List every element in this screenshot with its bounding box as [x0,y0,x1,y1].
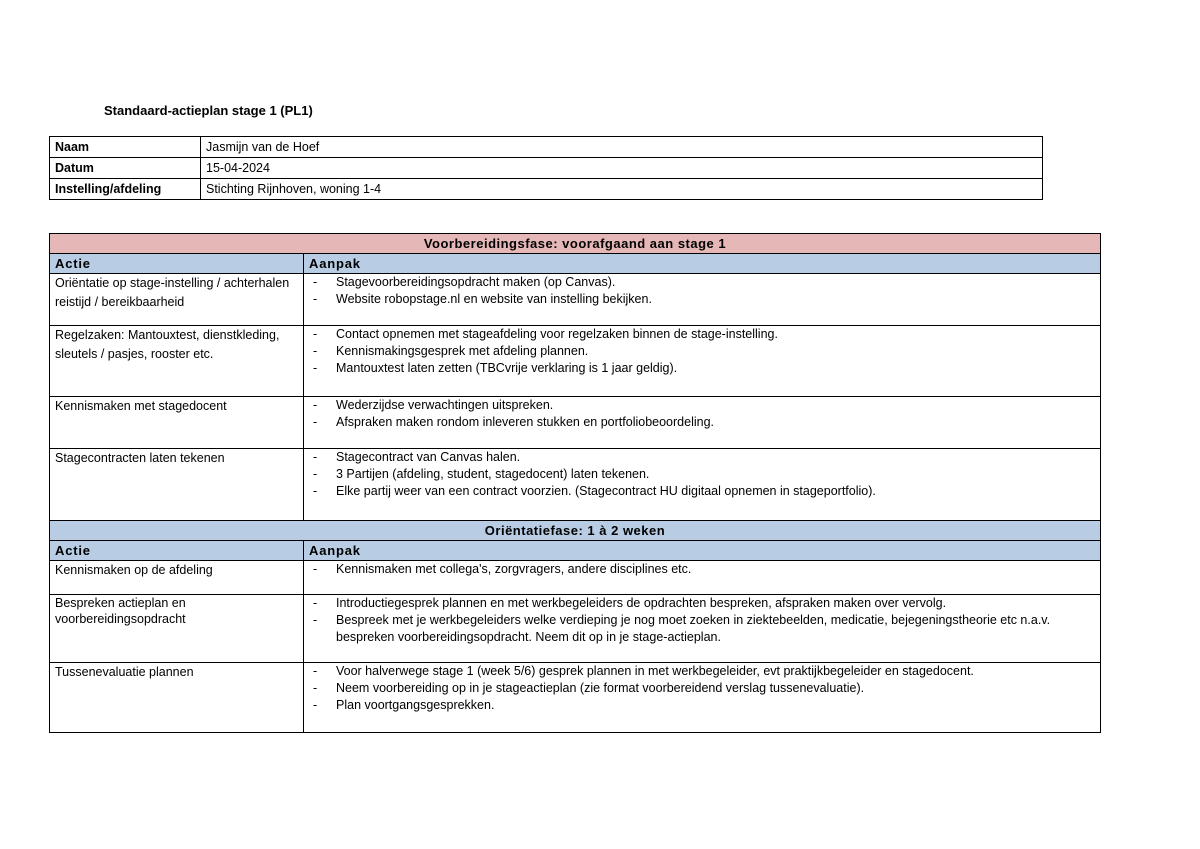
action-cell: Oriëntatie op stage-instelling / achterhalen reistijd / bereikbaarheid [50,274,304,326]
action-cell: Kennismaken op de afdeling [50,561,304,595]
approach-list [309,663,1095,714]
action-cell: Kennismaken met stagedocent [50,397,304,449]
phase-title: Voorbereidingsfase: voorafgaand aan stage 1 [50,234,1101,254]
approach-cell [304,449,1101,521]
column-header-row [50,541,1101,561]
info-label: Datum [50,158,201,179]
action-cell: Stagecontracten laten tekenen [50,449,304,521]
list-item: - Contact opnemen met stageafdeling voor regelzaken binnen de stage-instelling. [309,326,1095,343]
list-item: - Plan voortgangsgesprekken. [309,697,1095,714]
list-item: - Kennismaken met collega's, zorgvragers, andere disciplines etc. [309,561,1095,578]
approach-list [309,449,1095,500]
list-item: - Elke partij weer van een contract voorzien. (Stagecontract HU digitaal opnemen in stageportfolio). [309,483,1095,500]
action-cell: Tussenevaluatie plannen [50,663,304,733]
approach-list [309,595,1095,646]
list-item: - Introductiegesprek plannen en met werkbegeleiders de opdrachten bespreken, afspraken maken over vervolg. [309,595,1095,612]
approach-cell [304,663,1101,733]
table-row [50,397,1101,449]
phase-header [50,234,1101,254]
column-header-row [50,254,1101,274]
info-table [49,136,1043,200]
table-row [50,274,1101,326]
list-item: - Mantouxtest laten zetten (TBCvrije verklaring is 1 jaar geldig). [309,360,1095,377]
info-value: 15-04-2024 [201,158,1043,179]
list-item: - Afspraken maken rondom inleveren stukken en portfoliobeoordeling. [309,414,1095,431]
approach-cell [304,397,1101,449]
list-item: - Website robopstage.nl en website van instelling bekijken. [309,291,1095,308]
info-row-institution [50,179,1043,200]
list-item: - Kennismakingsgesprek met afdeling plannen. [309,343,1095,360]
table-row [50,326,1101,397]
info-row-date [50,158,1043,179]
table-row [50,449,1101,521]
info-value: Jasmijn van de Hoef [201,137,1043,158]
action-cell: Bespreken actieplan en voorbereidingsopdracht [50,595,304,663]
approach-list [309,397,1095,431]
info-label: Instelling/afdeling [50,179,201,200]
approach-cell [304,561,1101,595]
list-item: - Bespreek met je werkbegeleiders welke verdieping je nog moet zoeken in ziektebeelden, medicatie, bejegeningstheorie etc n.a.v. bespreken voorbereidingsopdracht. Neem dit op in je stage-actieplan. [309,612,1095,646]
list-item: - Stagecontract van Canvas halen. [309,449,1095,466]
list-item: - 3 Partijen (afdeling, student, stagedocent) laten tekenen. [309,466,1095,483]
table-row [50,595,1101,663]
column-header-action: Actie [50,254,304,274]
column-header-action: Actie [50,541,304,561]
table-row [50,561,1101,595]
phase-header [50,521,1101,541]
approach-list [309,274,1095,308]
list-item: - Wederzijdse verwachtingen uitspreken. [309,397,1095,414]
approach-list [309,326,1095,377]
column-header-approach: Aanpak [304,254,1101,274]
list-item: - Voor halverwege stage 1 (week 5/6) gesprek plannen in met werkbegeleider, evt praktijkbegeleider en stagedocent. [309,663,1095,680]
approach-cell [304,595,1101,663]
table-row [50,663,1101,733]
info-label: Naam [50,137,201,158]
column-header-approach: Aanpak [304,541,1101,561]
phase-title: Oriëntatiefase: 1 à 2 weken [50,521,1101,541]
page-title: Standaard-actieplan stage 1 (PL1) [104,103,313,118]
list-item: - Stagevoorbereidingsopdracht maken (op Canvas). [309,274,1095,291]
approach-list [309,561,1095,578]
info-row-name [50,137,1043,158]
list-item: - Neem voorbereiding op in je stageactieplan (zie format voorbereidend verslag tussenevaluatie). [309,680,1095,697]
action-plan-table [49,233,1101,733]
info-value: Stichting Rijnhoven, woning 1-4 [201,179,1043,200]
approach-cell [304,274,1101,326]
action-cell: Regelzaken: Mantouxtest, dienstkleding, sleutels / pasjes, rooster etc. [50,326,304,397]
approach-cell [304,326,1101,397]
